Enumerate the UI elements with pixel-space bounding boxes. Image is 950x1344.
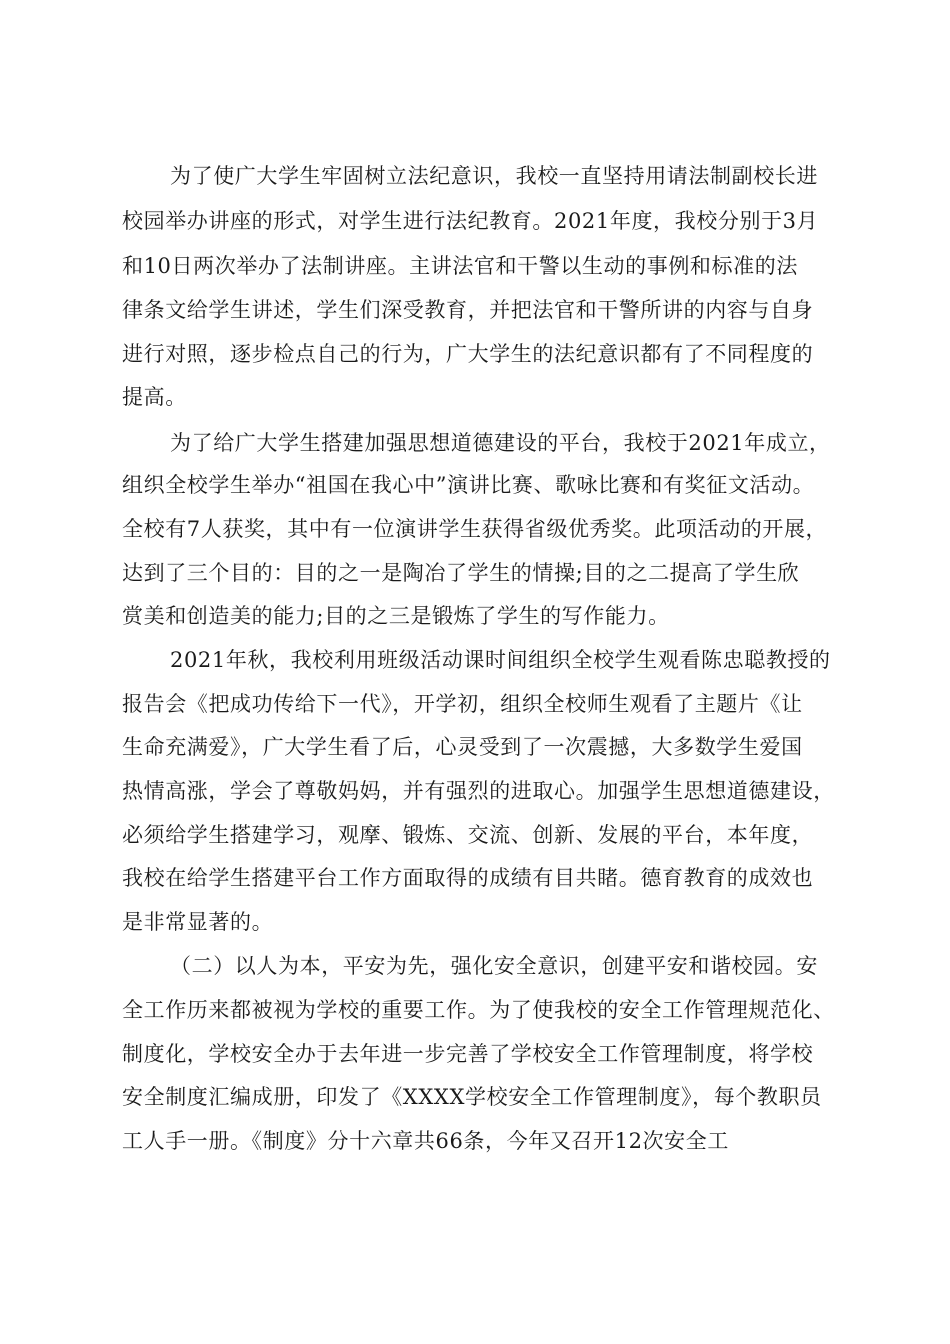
paragraph-2-line-5: 赏美和创造美的能力;目的之三是锻炼了学生的写作能力。 — [122, 604, 670, 628]
paragraph-1-line-4: 律条文给学生讲述，学生们深受教育，并把法官和干警所讲的内容与自身 — [122, 298, 814, 322]
paragraph-2-line-4: 达到了三个目的：目的之一是陶冶了学生的情操;目的之二提高了学生欣 — [122, 561, 800, 585]
paragraph-1-line-5: 进行对照，逐步检点自己的行为，广大学生的法纪意识都有了不同程度的 — [122, 342, 814, 366]
paragraph-4-line-5: 工人手一册。《制度》分十六章共66条，今年又召开12次安全工 — [122, 1129, 729, 1153]
paragraph-3-line-1: 2021年秋，我校利用班级活动课时间组织全校学生观看陈忠聪教授的 — [170, 648, 831, 672]
paragraph-1-line-2: 校园举办讲座的形式，对学生进行法纪教育。2021年度，我校分别于3月 — [122, 209, 819, 233]
paragraph-2-line-1: 为了给广大学生搭建加强思想道德建设的平台，我校于2021年成立， — [170, 431, 831, 455]
paragraph-3-line-3: 生命充满爱》，广大学生看了后，心灵受到了一次震撼，大多数学生爱国 — [122, 735, 803, 759]
paragraph-3-line-7: 是非常显著的。 — [122, 910, 274, 934]
paragraph-3-line-5: 必须给学生搭建学习，观摩、锻炼、交流、创新、发展的平台，本年度， — [122, 823, 814, 847]
paragraph-4-line-3: 制度化，学校安全办于去年进一步完善了学校安全工作管理制度，将学校 — [122, 1042, 814, 1066]
paragraph-1-line-1: 为了使广大学生牢固树立法纪意识，我校一直坚持用请法制副校长进 — [170, 164, 818, 188]
paragraph-2-line-2: 组织全校学生举办“祖国在我心中”演讲比赛、歌咏比赛和有奖征文活动。 — [122, 473, 815, 497]
paragraph-4-line-2: 全工作历来都被视为学校的重要工作。为了使我校的安全工作管理规范化、 — [122, 998, 835, 1022]
paragraph-3-line-2: 报告会《把成功传给下一代》，开学初，组织全校师生观看了主题片《让 — [122, 692, 803, 716]
paragraph-1-line-6: 提高。 — [122, 385, 187, 409]
paragraph-3-line-6: 我校在给学生搭建平台工作方面取得的成绩有目共睹。德育教育的成效也 — [122, 866, 814, 890]
paragraph-4-line-1: （二）以人为本，平安为先，强化安全意识，创建平安和谐校园。安 — [170, 954, 818, 978]
paragraph-2-line-3: 全校有7人获奖，其中有一位演讲学生获得省级优秀奖。此项活动的开展， — [122, 517, 828, 541]
paragraph-4-line-4: 安全制度汇编成册，印发了《XXXX学校安全工作管理制度》，每个教职员 — [122, 1085, 822, 1109]
paragraph-1-line-3: 和10日两次举办了法制讲座。主讲法官和干警以生动的事例和标准的法 — [122, 254, 798, 278]
paragraph-3-line-4: 热情高涨，学会了尊敬妈妈，并有强烈的进取心。加强学生思想道德建设， — [122, 779, 835, 803]
